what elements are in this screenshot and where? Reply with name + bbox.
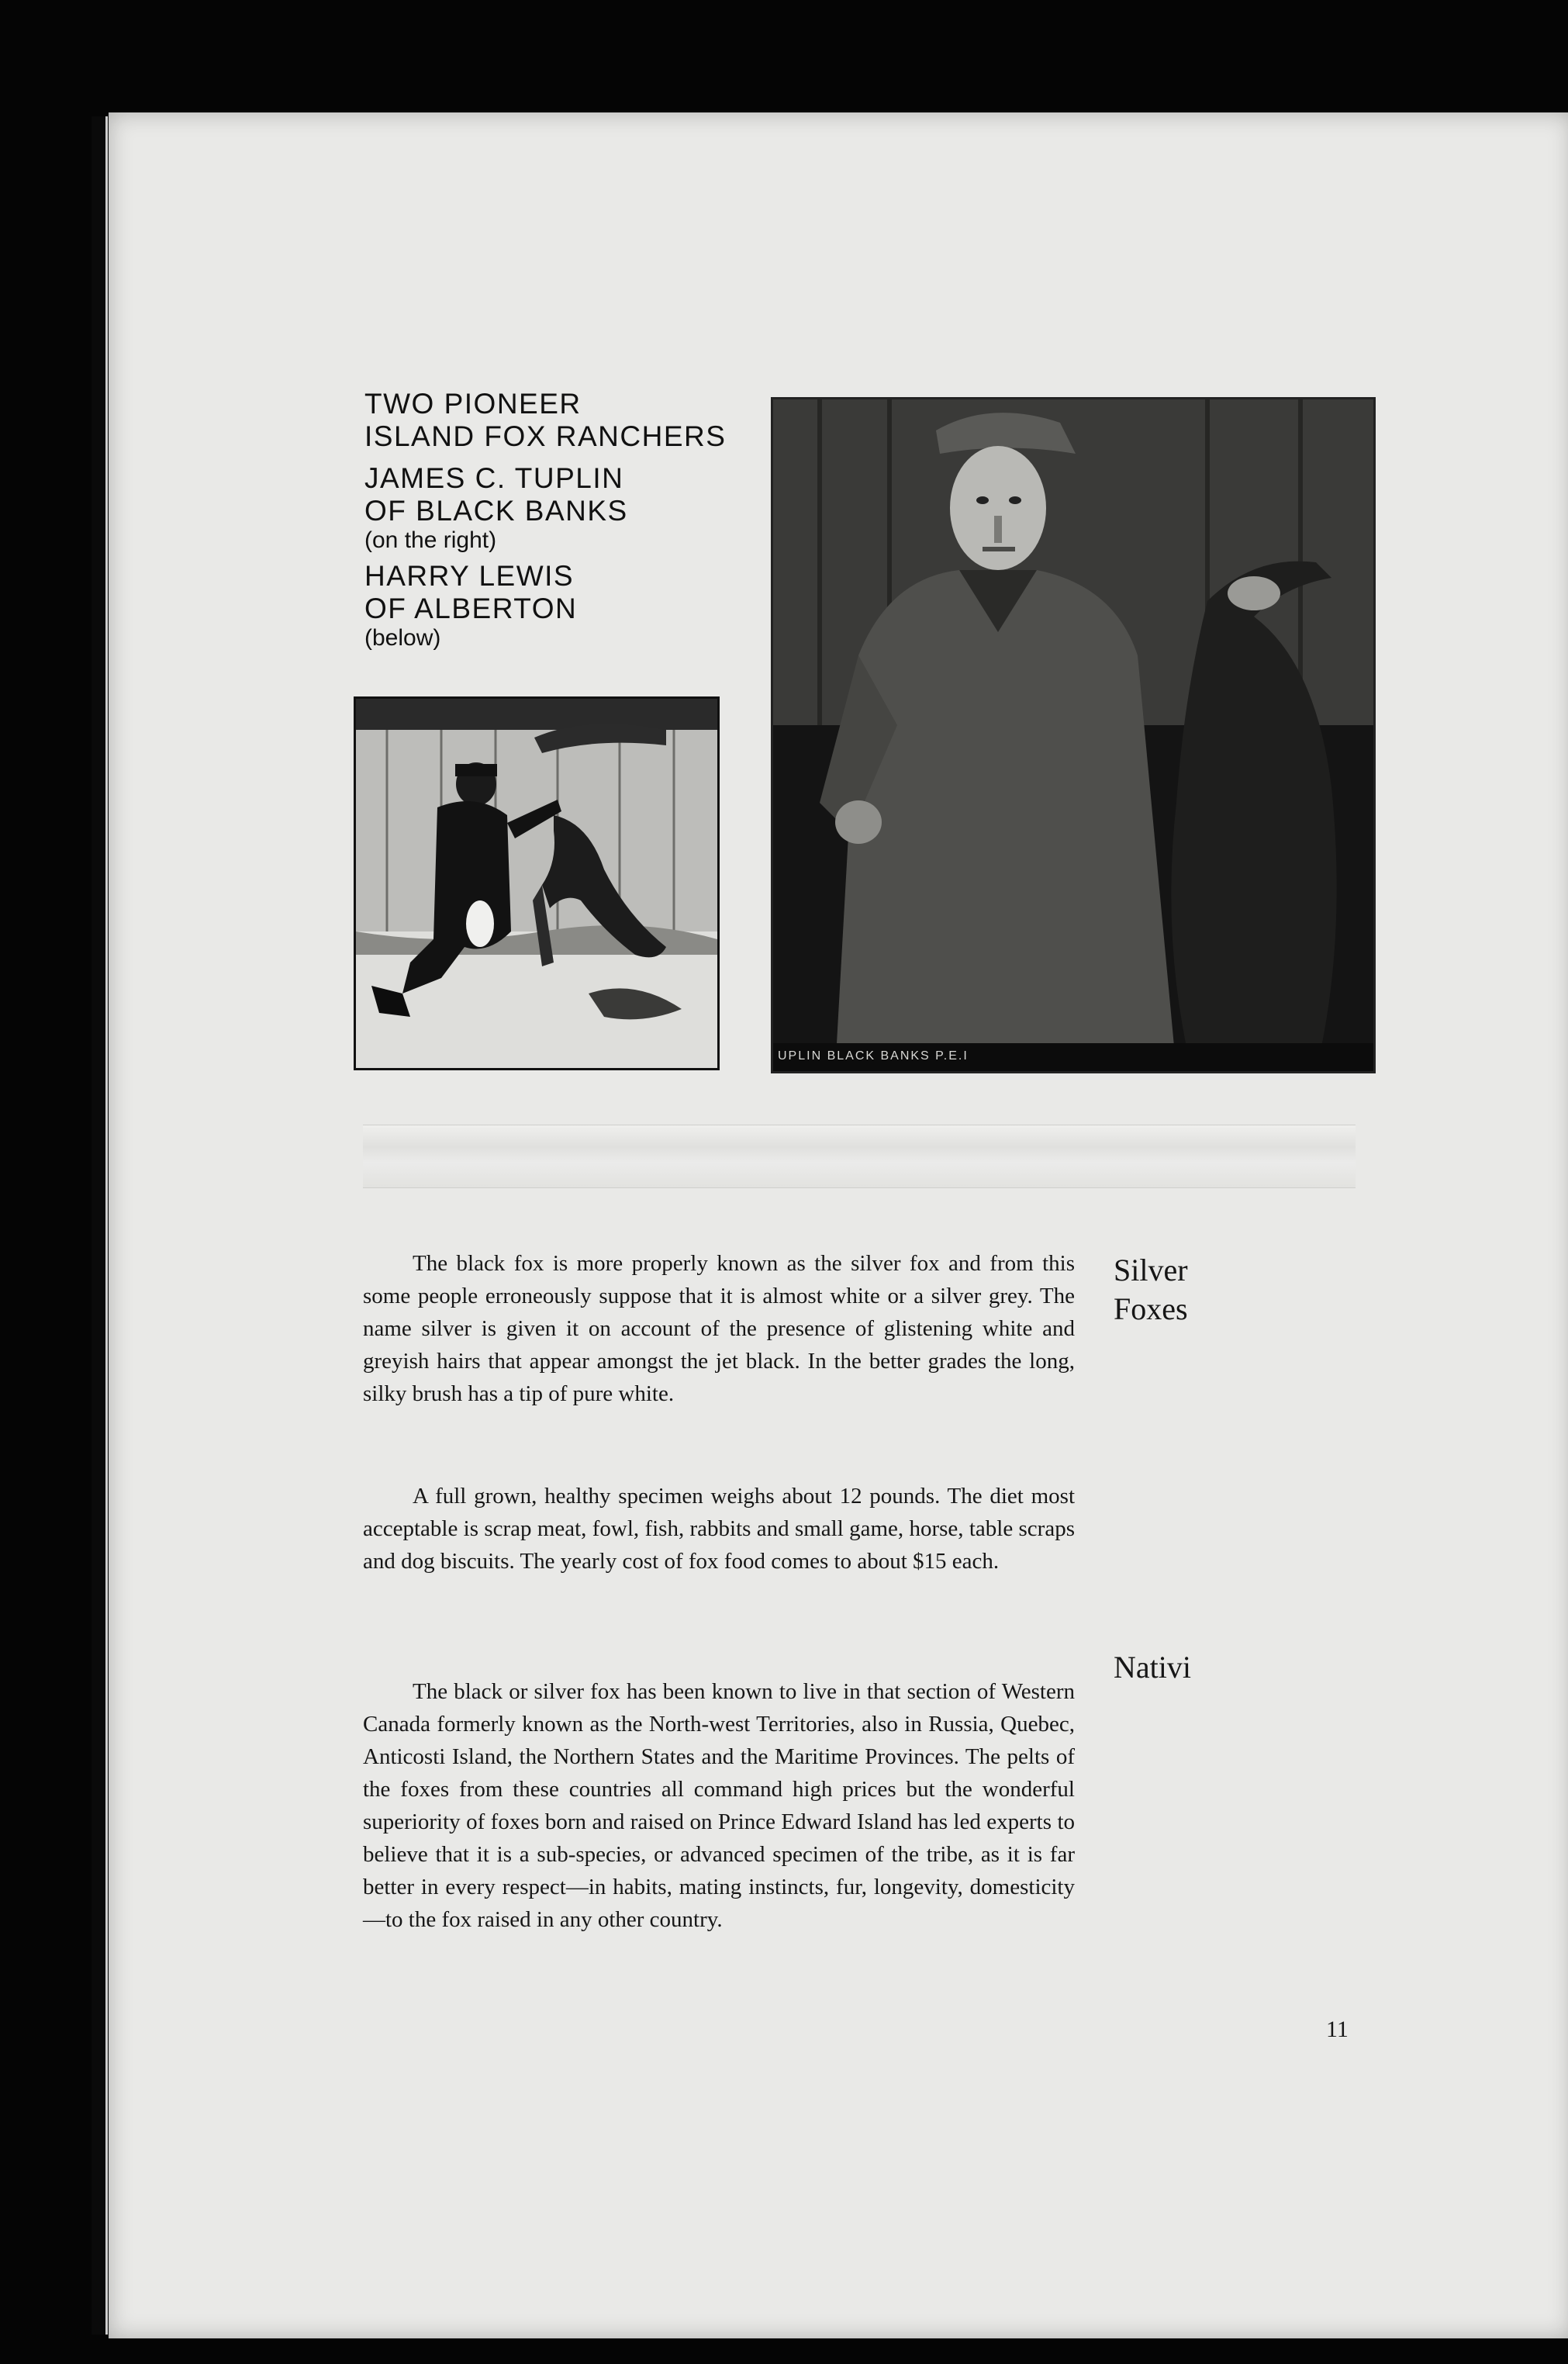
caption-title-line1: TWO PIONEER <box>364 388 582 420</box>
side-heading-foxes: Foxes <box>1114 1291 1188 1326</box>
side-heading-silver: Silver <box>1114 1253 1188 1287</box>
paragraph-native: The black or silver fox has been known to live in that section of Western Canada formerly known as the North-west Territories, also in Russia, Quebec, Anticosti Island, the Northern States and the Maritime Provinces. The pelts of the foxes from these countries all command high prices but the wonderful superiority of foxes born and raised on Prince Edward Island has led experts to believe that it is a sub-species, or advanced specimen of the tribe, as it is far better in every respect—in habits, mating instincts, fur, longevity, domesticity—to the fox raised in any other country. <box>363 1679 1075 1932</box>
side-heading-native: Nativi <box>1114 1650 1191 1685</box>
photo-james-tuplin <box>771 397 1376 1073</box>
caption-name2-line1: HARRY LEWIS <box>364 560 575 592</box>
caption-name1-line2: OF BLACK BANKS <box>364 495 628 527</box>
photo-caption <box>364 388 768 658</box>
page-binding-edge <box>92 116 108 2335</box>
caption-name2-line2: OF ALBERTON <box>364 593 578 624</box>
paragraph-diet: A full grown, healthy specimen weighs about 12 pounds. The diet most acceptable is scrap meat, fowl, fish, rabbits and small game, horse, table scraps and dog biscuits. The yearly cost of fox food comes to about $15 each. <box>363 1484 1075 1574</box>
caption-name2-note: (below) <box>364 625 441 651</box>
photo-james-tuplin-image <box>773 399 1373 1071</box>
page-number: 11 <box>1326 2017 1349 2042</box>
photo-harry-lewis-image <box>356 699 717 1068</box>
caption-name1-line1: JAMES C. TUPLIN <box>364 462 624 494</box>
photo-stamp: UPLIN BLACK BANKS P.E.I <box>778 1049 969 1063</box>
caption-name1-note: (on the right) <box>364 527 497 553</box>
caption-title-line2: ISLAND FOX RANCHERS <box>364 420 727 452</box>
section-divider <box>363 1125 1356 1188</box>
photo-harry-lewis <box>354 696 720 1070</box>
paragraph-silver-foxes: The black fox is more properly known as the silver fox and from this some people erroneously suppose that it is almost white or a silver grey. The name silver is given it on account of the presence of glistening white and greyish hairs that appear amongst the jet black. In the better grades the long, silky brush has a tip of pure white. <box>363 1251 1075 1406</box>
